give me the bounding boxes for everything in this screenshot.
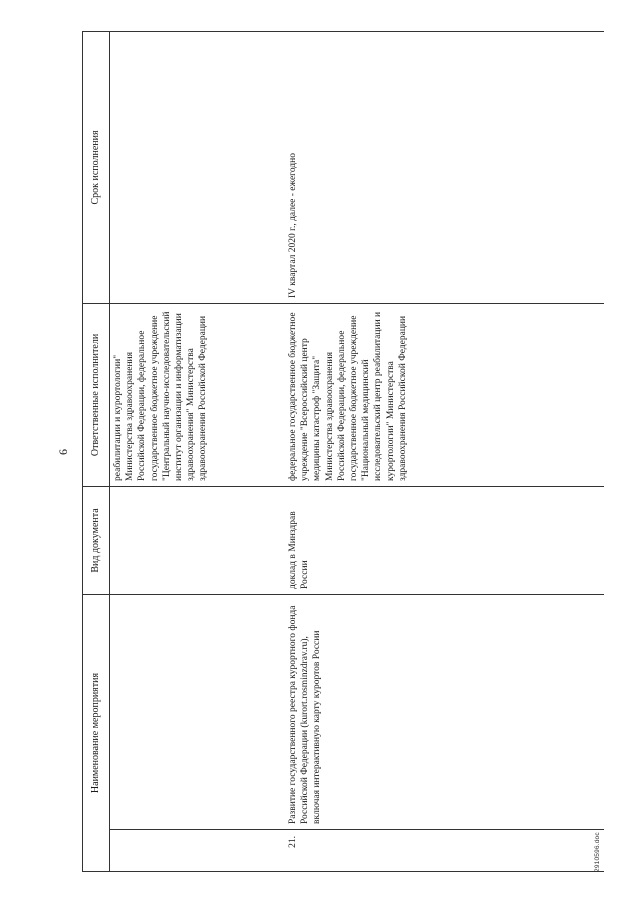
header-name: Наименование мероприятия (83, 594, 110, 871)
document-page (44, 32, 604, 872)
header-executors: Ответственные исполнители (83, 303, 110, 486)
table-header-row (83, 31, 110, 871)
header-doc-type: Вид документа (83, 486, 110, 594)
row-doc-type (110, 486, 278, 594)
table-row (110, 31, 278, 871)
row-number: 21. (277, 830, 604, 872)
row-executors: федеральное государственное бюджетное учреждение "Всероссийский центр медицины катастроф "Защита" Министерства здравоохранения Российской Федерации, федеральное государственное бюджетное учреждение "Национальный медицинский исследовательский центр реабилитации и курортологии" Министерства здравоохранения Российской Федерации (277, 303, 604, 486)
row-name (110, 594, 278, 829)
row-deadline: IV квартал 2020 г., далее - ежегодно (277, 31, 604, 303)
file-reference: 2910596.doc (594, 832, 601, 872)
row-deadline (110, 31, 278, 303)
row-executors: реабилитации и курортологии" Министерства здравоохранения Российской Федерации, федеральное государственное бюджетное учреждение "Центральный научно-исследовательский институт организации и информатизации здравоохранения" Министерства здравоохранения Российской Федерации (110, 303, 278, 486)
measures-table (82, 31, 604, 872)
row-name: Развитие государственного реестра курортного фонда Российской Федерации (kurort.rosminzdrav.ru), включая интерактивную карту курортов России (277, 594, 604, 829)
row-number (110, 830, 278, 872)
page-number: 6 (56, 449, 70, 455)
row-doc-type: доклад в Минздрав России (277, 486, 604, 594)
table-row (277, 31, 604, 871)
header-deadline: Срок исполнения (83, 31, 110, 303)
